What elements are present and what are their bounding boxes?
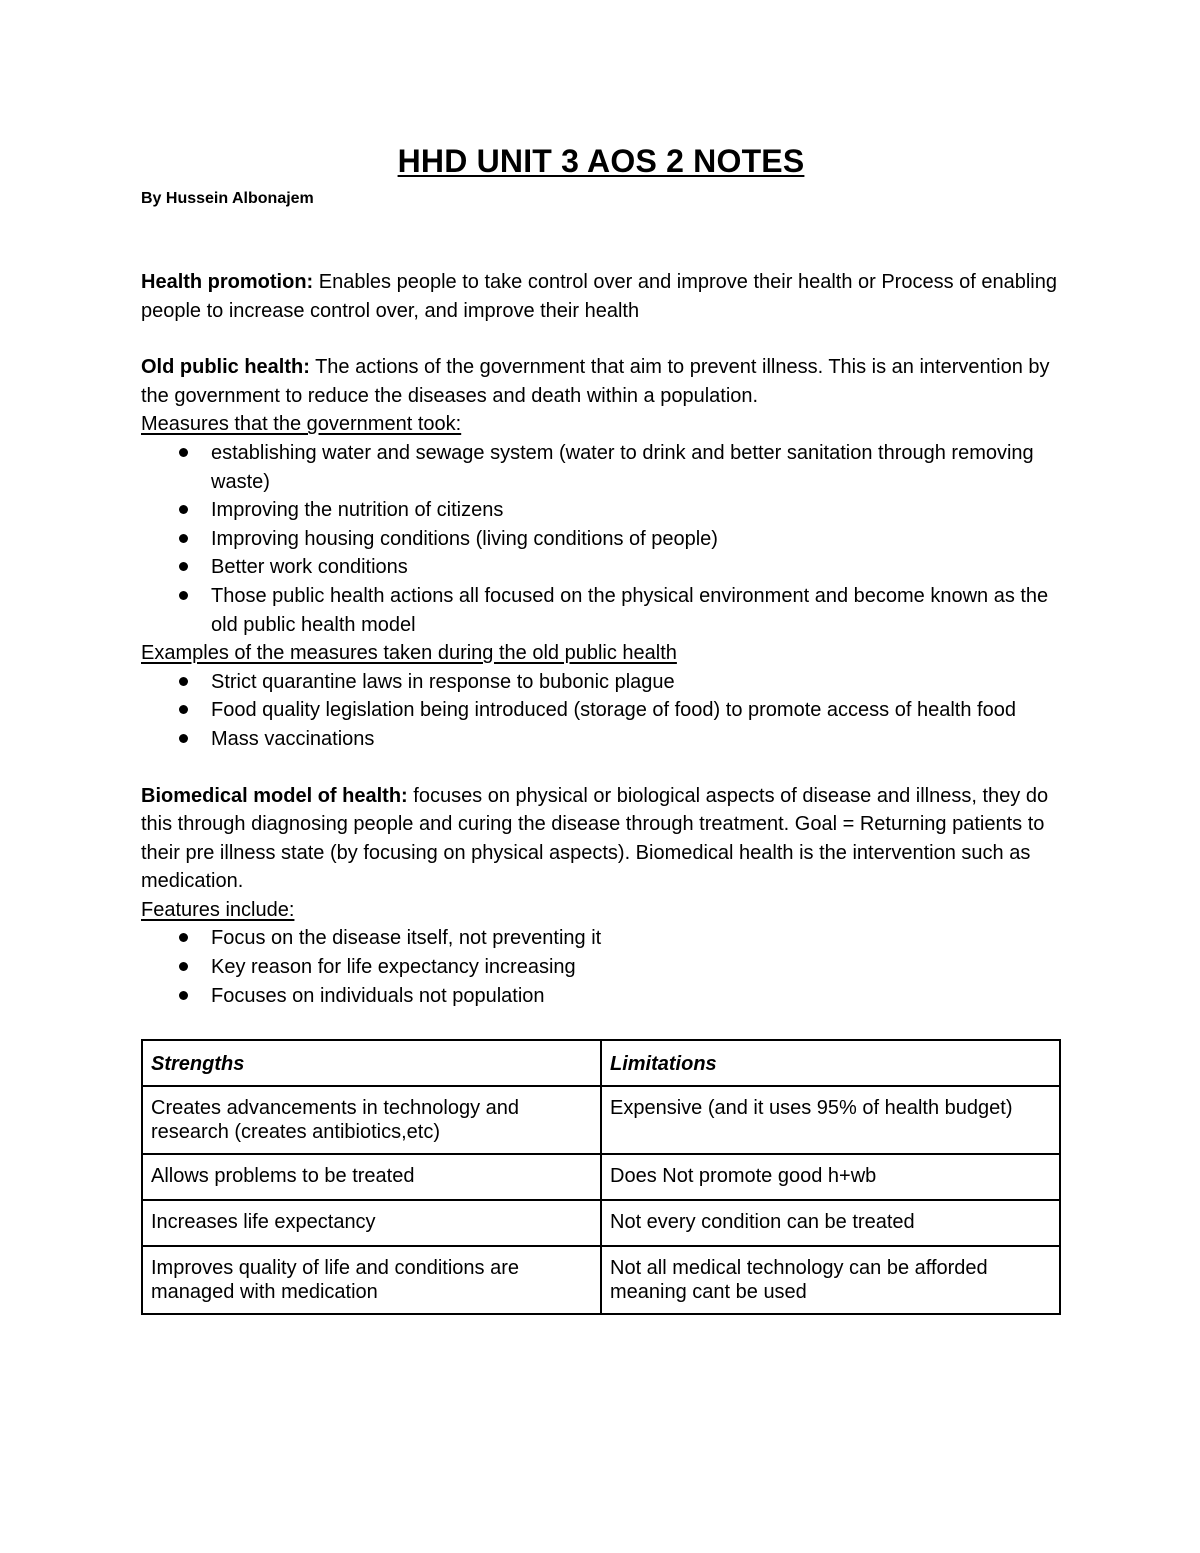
old-public-health-term: Old public health: (141, 356, 310, 379)
table-cell: Not all medical technology can be afforded meaning cant be used (601, 1246, 1060, 1314)
list-item (211, 668, 1061, 697)
document-page (141, 140, 1061, 1315)
examples-list (141, 668, 1061, 754)
health-promotion-definition: Enables people to take control over and improve their health or Process of enabling people to increase control over, and improve their health (141, 271, 1057, 322)
table-cell: Increases life expectancy (142, 1200, 601, 1246)
bullet-icon (179, 677, 188, 686)
list-item-text: Strict quarantine laws in response to bubonic plague (211, 670, 675, 693)
list-item-text: Food quality legislation being introduced (storage of food) to promote access of health food (211, 699, 1016, 722)
table-cell: Does Not promote good h+wb (601, 1154, 1060, 1200)
table-cell: Creates advancements in technology and research (creates antibiotics,etc) (142, 1086, 601, 1154)
bullet-icon (179, 705, 188, 714)
list-item-text: Focuses on individuals not population (211, 984, 545, 1007)
table-cell: Allows problems to be treated (142, 1154, 601, 1200)
list-item (211, 553, 1061, 582)
list-item-text: Improving housing conditions (living conditions of people) (211, 527, 718, 550)
list-item-text: Improving the nutrition of citizens (211, 499, 504, 522)
list-item-text: Key reason for life expectancy increasing (211, 956, 576, 979)
health-promotion-term: Health promotion: (141, 271, 314, 293)
measures-list (141, 439, 1061, 639)
list-item-text: establishing water and sewage system (water to drink and better sanitation through removing waste) (211, 441, 1034, 493)
list-item (211, 953, 1061, 982)
old-public-health-paragraph (141, 353, 1061, 410)
list-item-text: Those public health actions all focused on the physical environment and become known as the old public health model (211, 584, 1049, 636)
biomedical-definition: focuses on physical or biological aspects of disease and illness, they do this through diagnosing people and curing the disease through treatment. Goal = Returning patients to their pre illness state (by focusing on physical aspects). Biomedical health is the intervention such as medication. (141, 784, 1049, 893)
table-cell: Improves quality of life and conditions are managed with medication (142, 1246, 601, 1314)
list-item (211, 439, 1061, 496)
bullet-icon (179, 534, 188, 543)
bullet-icon (179, 991, 188, 1000)
features-list (141, 924, 1061, 1010)
biomedical-paragraph (141, 782, 1061, 896)
list-item (211, 696, 1061, 725)
table-header-row (142, 1040, 1060, 1086)
table-row (142, 1154, 1060, 1200)
old-public-health-definition: The actions of the government that aim to prevent illness. This is an intervention by the government to reduce the diseases and death within a population. (141, 356, 1050, 407)
table-cell: Expensive (and it uses 95% of health budget) (601, 1086, 1060, 1154)
document-author: By Hussein Albonajem (141, 190, 314, 207)
bullet-icon (179, 962, 188, 971)
list-item (211, 982, 1061, 1011)
bullet-icon (179, 448, 188, 457)
list-item (211, 496, 1061, 525)
table-row (142, 1200, 1060, 1246)
measures-heading: Measures that the government took: (141, 413, 462, 436)
list-item (211, 582, 1061, 639)
list-item-text: Mass vaccinations (211, 727, 375, 750)
list-item (211, 924, 1061, 953)
bullet-icon (179, 734, 188, 743)
list-item (211, 525, 1061, 554)
table-row (142, 1246, 1060, 1314)
bullet-icon (179, 562, 188, 571)
examples-heading: Examples of the measures taken during the old public health (141, 642, 677, 665)
bullet-icon (179, 505, 188, 514)
list-item (211, 725, 1061, 754)
limitations-header: Limitations (601, 1040, 1060, 1086)
strengths-header: Strengths (142, 1040, 601, 1086)
list-item-text: Better work conditions (211, 556, 408, 579)
list-item-text: Focus on the disease itself, not preventing it (211, 927, 602, 950)
features-heading: Features include: (141, 898, 295, 921)
bullet-icon (179, 591, 188, 600)
strengths-limitations-table (141, 1039, 1061, 1315)
biomedical-term: Biomedical model of health: (141, 784, 408, 807)
table-cell: Not every condition can be treated (601, 1200, 1060, 1246)
document-title: HHD UNIT 3 AOS 2 NOTES (397, 143, 805, 179)
table-row (142, 1086, 1060, 1154)
health-promotion-paragraph (141, 268, 1061, 325)
bullet-icon (179, 933, 188, 942)
